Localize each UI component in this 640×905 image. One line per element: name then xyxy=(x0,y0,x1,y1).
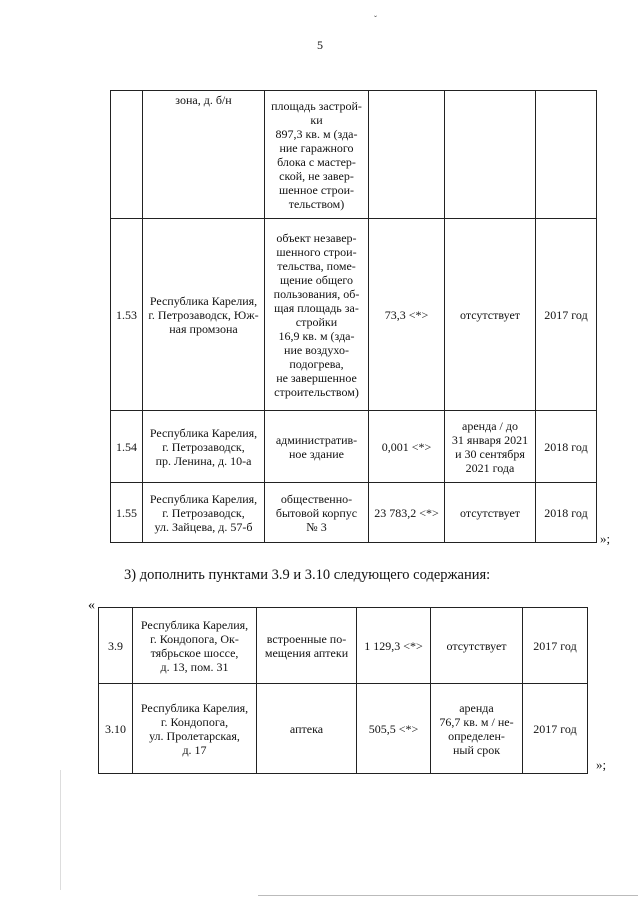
property-address: Республика Карелия, г. Кондопога, Ок- тябрьское шоссе, д. 13, пом. 31 xyxy=(133,608,257,684)
property-address: Республика Карелия, г. Кондопога, ул. Пролетарская, д. 17 xyxy=(133,684,257,774)
property-encumbrance xyxy=(445,91,536,219)
property-address: Республика Карелия, г. Петрозаводск, Юж- ная промзона xyxy=(143,219,265,411)
property-area: 73,3 <*> xyxy=(369,219,445,411)
property-description: встроенные по- мещения аптеки xyxy=(257,608,357,684)
row-number xyxy=(111,91,143,219)
property-description: общественно- бытовой корпус № 3 xyxy=(265,483,369,543)
scan-mark: ˇ xyxy=(374,14,377,24)
property-table-addition xyxy=(98,607,588,774)
table-row xyxy=(99,684,588,774)
property-address: Республика Карелия, г. Петрозаводск, ул. Зайцева, д. 57-б xyxy=(143,483,265,543)
opening-quote: « xyxy=(88,598,95,613)
table-row xyxy=(99,608,588,684)
property-encumbrance: отсутствует xyxy=(445,219,536,411)
property-description: площадь застрой- ки 897,3 кв. м (зда- ние гаражного блока с мастер- ской, не завер- шенное строи- тельством) xyxy=(265,91,369,219)
row-number: 3.9 xyxy=(99,608,133,684)
row-number: 3.10 xyxy=(99,684,133,774)
scan-edge-line xyxy=(258,895,638,896)
amendment-instruction: 3) дополнить пунктами 3.9 и 3.10 следующего содержания: xyxy=(124,567,491,583)
page-number: 5 xyxy=(317,38,323,52)
row-number: 1.54 xyxy=(111,411,143,483)
table-row xyxy=(111,91,597,219)
property-address: Республика Карелия, г. Петрозаводск, пр. Ленина, д. 10-а xyxy=(143,411,265,483)
scan-edge-line xyxy=(60,770,61,890)
property-year: 2017 год xyxy=(523,684,588,774)
property-year: 2018 год xyxy=(536,483,597,543)
row-number: 1.53 xyxy=(111,219,143,411)
property-description: административ- ное здание xyxy=(265,411,369,483)
property-area xyxy=(369,91,445,219)
table-row xyxy=(111,219,597,411)
property-year: 2018 год xyxy=(536,411,597,483)
property-year: 2017 год xyxy=(536,219,597,411)
property-encumbrance: отсутствует xyxy=(431,608,523,684)
property-area: 23 783,2 <*> xyxy=(369,483,445,543)
closing-quote: »; xyxy=(600,531,611,546)
property-encumbrance: аренда 76,7 кв. м / не- определен- ный срок xyxy=(431,684,523,774)
property-area: 0,001 <*> xyxy=(369,411,445,483)
property-year xyxy=(536,91,597,219)
property-description: объект незавер- шенного строи- тельства, поме- щение общего пользования, об- щая площадь за- стройки 16,9 кв. м (зда- ние воздухо- подогрева, не завершенное строительством) xyxy=(265,219,369,411)
closing-quote: »; xyxy=(596,757,607,772)
property-description: аптека xyxy=(257,684,357,774)
property-area: 505,5 <*> xyxy=(357,684,431,774)
property-table-continued xyxy=(110,90,597,543)
property-encumbrance: отсутствует xyxy=(445,483,536,543)
property-year: 2017 год xyxy=(523,608,588,684)
property-encumbrance: аренда / до 31 января 2021 и 30 сентября 2021 года xyxy=(445,411,536,483)
property-address: зона, д. б/н xyxy=(143,91,265,219)
table-row xyxy=(111,411,597,483)
table-row xyxy=(111,483,597,543)
property-area: 1 129,3 <*> xyxy=(357,608,431,684)
row-number: 1.55 xyxy=(111,483,143,543)
